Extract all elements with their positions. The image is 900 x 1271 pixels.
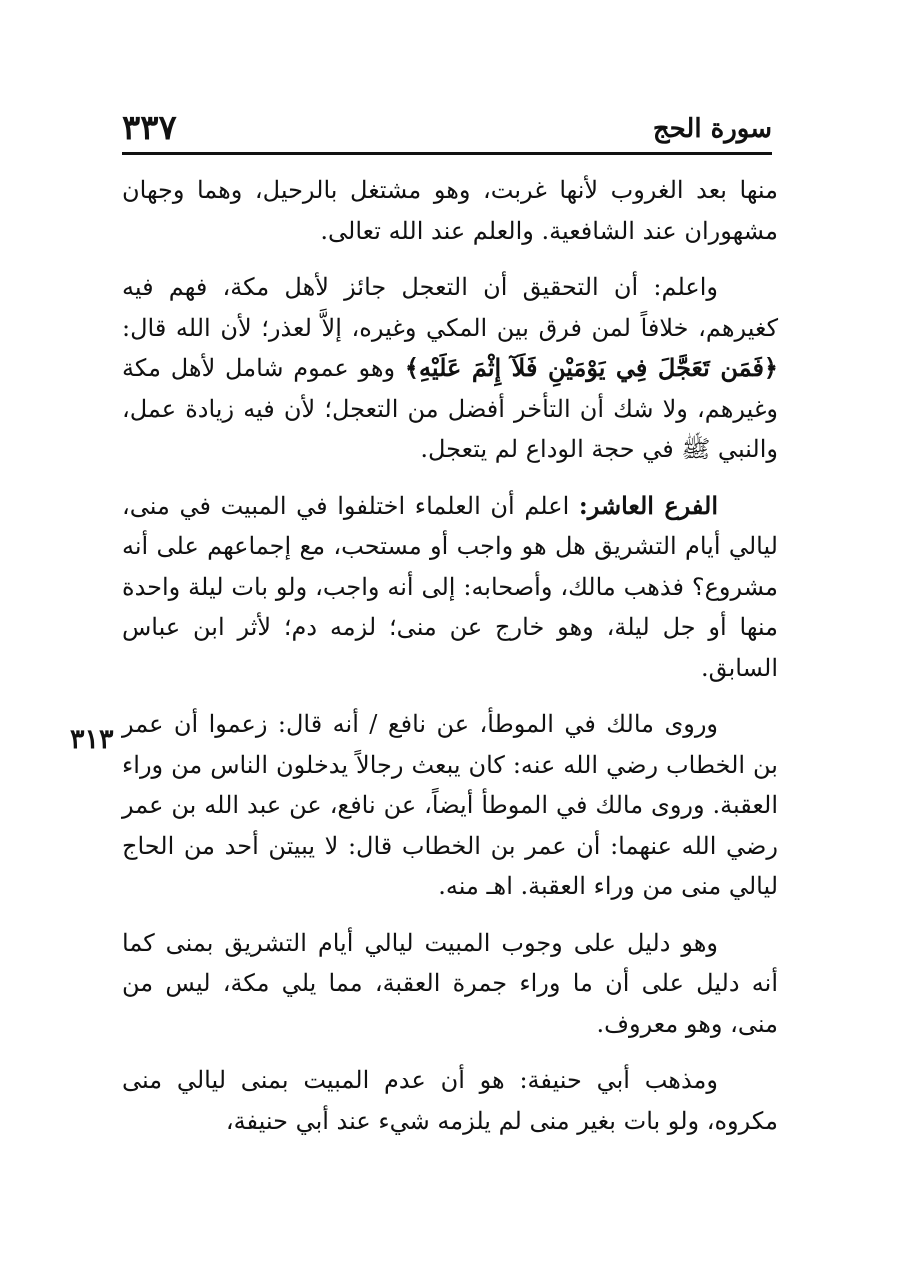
paragraph-3-text: اعلم أن العلماء اختلفوا في المبيت في منى، ليالي أيام التشريق هل هو واجب أو مستحب، مع إجماعهم على أنه مشروع؟ فذهب مالك، وأصحابه: إلى أنه واجب، ولو بات ليلة واحدة منها أو جل ليلة، وهو خارج عن منى؛ لزمه دم؛ لأثر ابن عباس السابق. xyxy=(122,491,778,682)
paragraph-2-text-after: وهو عموم شامل لأهل مكة وغيرهم، ولا شك أن التأخر أفضل من التعجل؛ لأن فيه زيادة عمل، والنبي ﷺ في حجة الوداع لم يتعجل. xyxy=(122,354,778,463)
paragraph-1: منها بعد الغروب لأنها غربت، وهو مشتغل بالرحيل، وهما وجهان مشهوران عند الشافعية. والعلم عند الله تعالى. xyxy=(122,176,779,245)
paragraph-4: وروى مالك في الموطأ، عن نافع / أنه قال: زعموا أن عمر بن الخطاب رضي الله عنه: كان يبعث رجالاً يدخلون الناس من وراء العقبة. وروى مالك في الموطأ أيضاً، عن نافع، عن عبد الله بن عمر رضي الله عنهما: أن عمر بن الخطاب قال: لا يبيتن أحد من الحاج ليالي منى من وراء العقبة. اهـ منه. xyxy=(122,710,778,900)
page-header xyxy=(122,108,772,154)
paragraph-2-text-before: واعلم: أن التحقيق أن التعجل جائز لأهل مكة، فهم فيه كغيرهم، خلافاً لمن فرق بين المكي وغيره، إلاَّ لعذر؛ لأن الله قال: xyxy=(122,273,778,342)
header-divider xyxy=(122,152,772,155)
page-number: ٣٣٧ xyxy=(122,108,177,148)
paragraph-3 xyxy=(122,486,778,689)
paragraph-2 xyxy=(122,267,778,470)
surah-title: سورة الحج xyxy=(652,114,772,144)
quran-verse: ﴿فَمَن تَعَجَّلَ فِي يَوْمَيْنِ فَلَآ إِثْمَ عَلَيْهِ﴾ xyxy=(404,353,778,382)
paragraph-6: ومذهب أبي حنيفة: هو أن عدم المبيت بمنى ليالي منى مكروه، ولو بات بغير منى لم يلزمه شيء عند أبي حنيفة، xyxy=(122,1066,778,1135)
paragraph-5: وهو دليل على وجوب المبيت ليالي أيام التشريق بمنى كما أنه دليل على أن ما وراء جمرة العقبة، مما يلي مكة، ليس من منى، وهو معروف. xyxy=(122,928,778,1038)
section-heading: الفرع العاشر: xyxy=(578,490,719,520)
margin-page-marker: ٣١٣ xyxy=(70,724,114,755)
body-text xyxy=(122,170,778,1157)
